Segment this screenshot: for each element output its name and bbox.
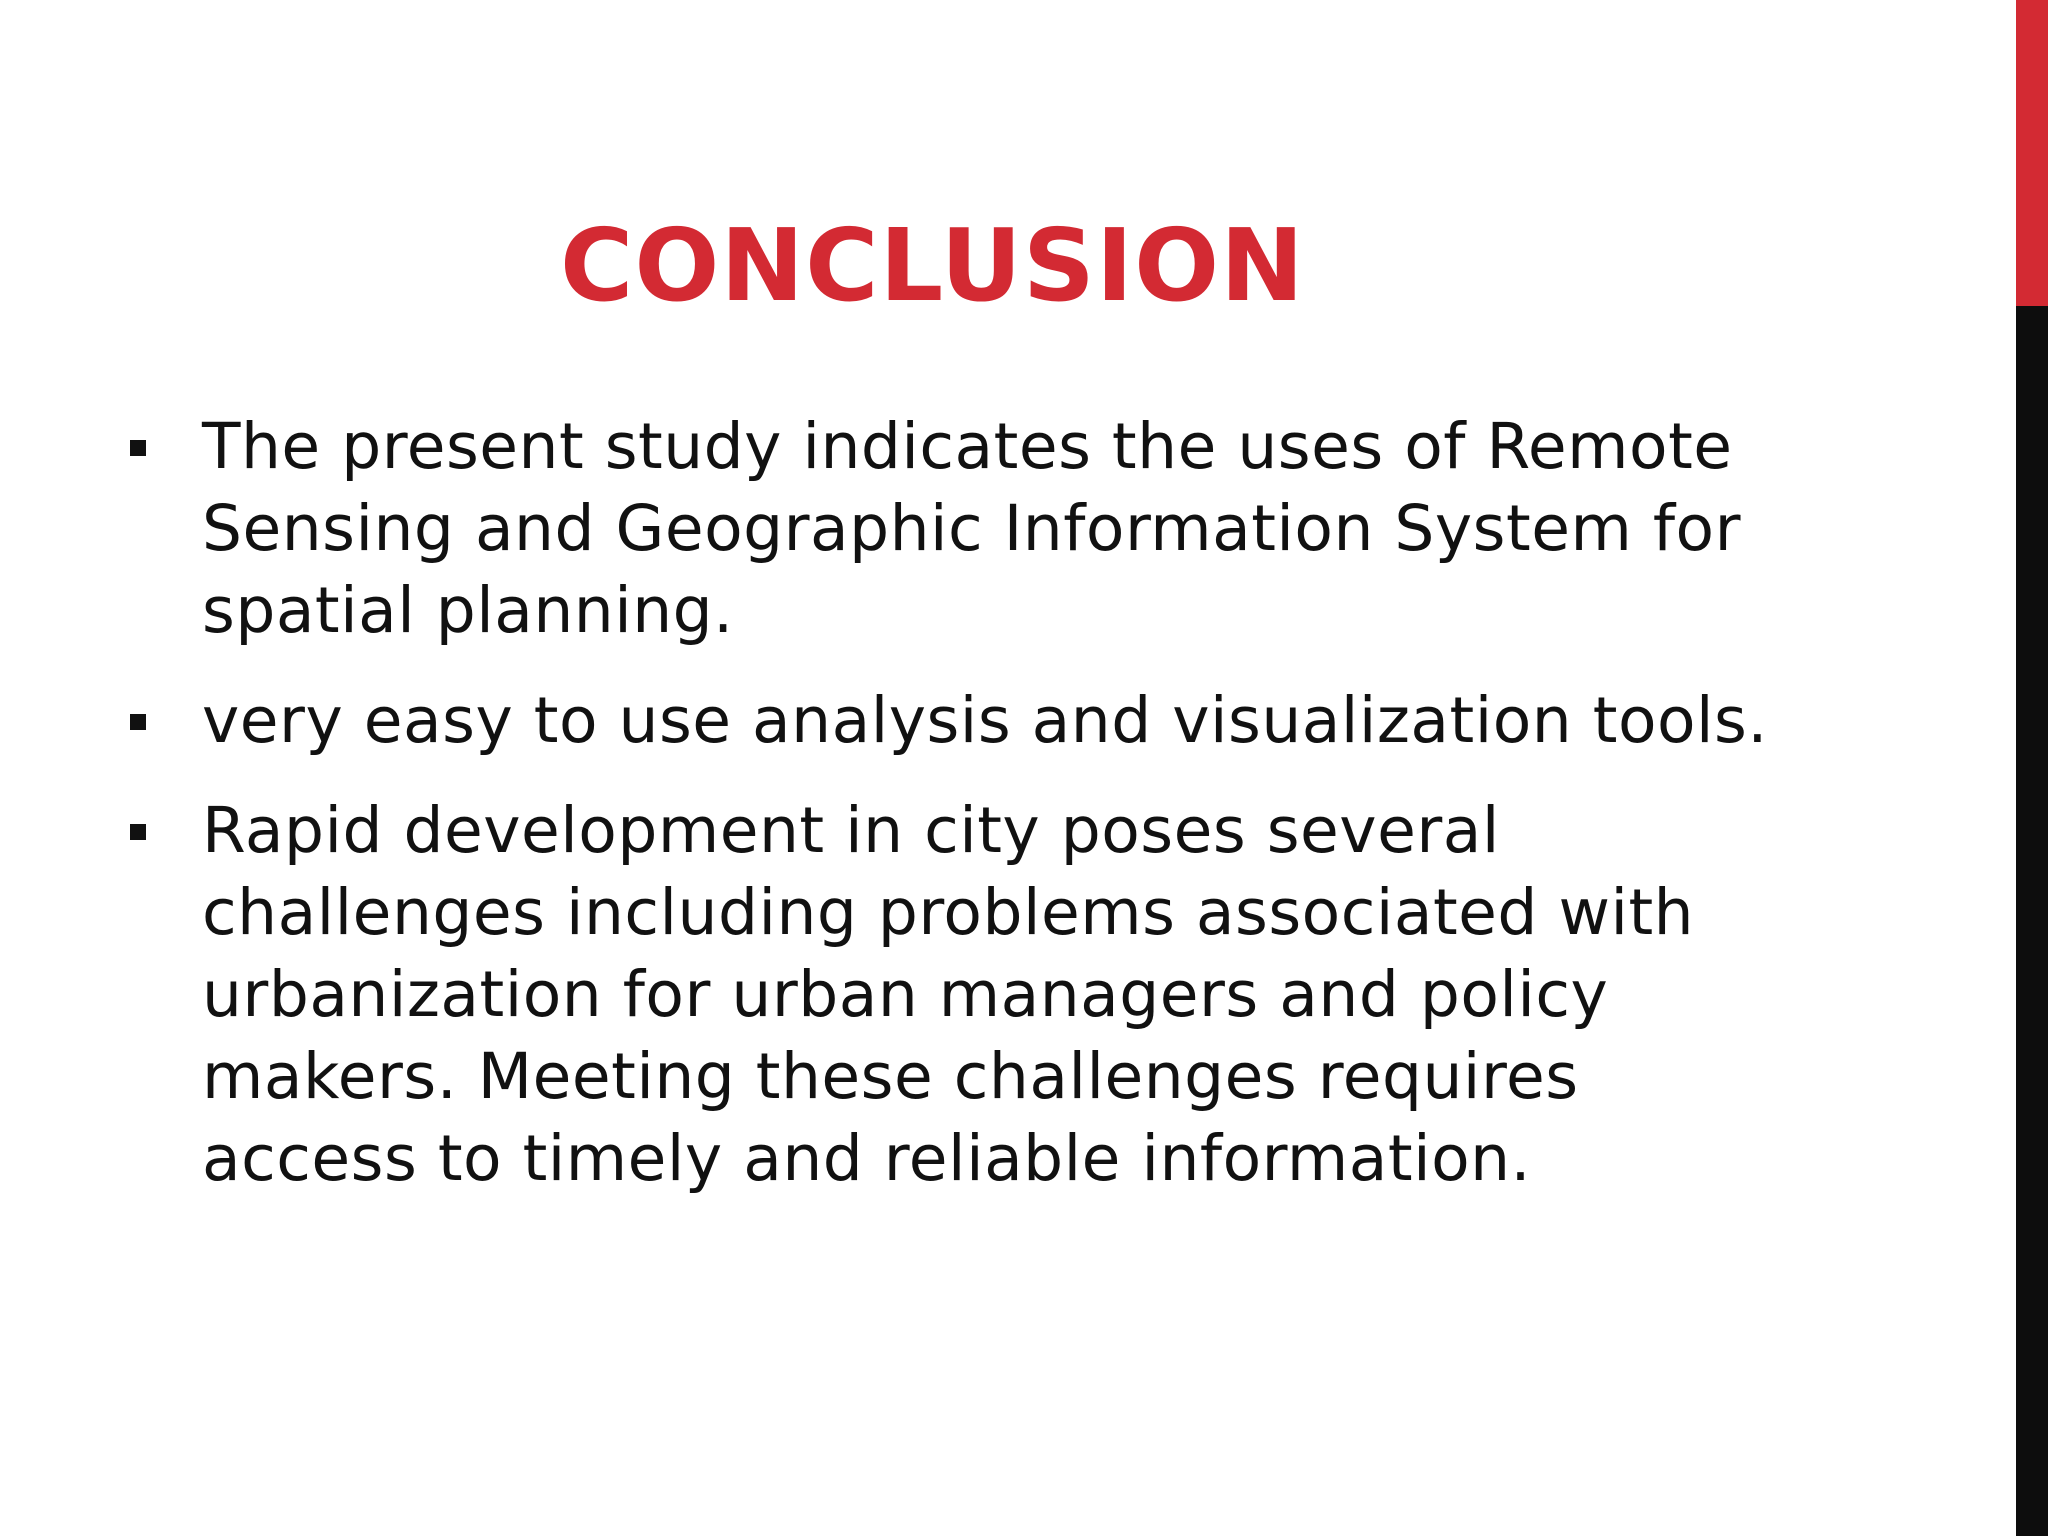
side-accent-bar bbox=[2016, 0, 2048, 1536]
square-bullet-icon bbox=[130, 824, 146, 840]
bullet-1-line-2: Sensing and Geographic Information System for bbox=[202, 492, 1741, 565]
bullet-item-1 bbox=[126, 406, 1926, 652]
bullet-text-2 bbox=[202, 680, 1926, 762]
bullet-text-1 bbox=[202, 406, 1926, 652]
side-accent-bar-red bbox=[2016, 0, 2048, 306]
bullet-3-line-3: urbanization for urban managers and policy bbox=[202, 958, 1609, 1031]
slide-title: CONCLUSION bbox=[560, 207, 1305, 324]
side-accent-bar-black bbox=[2016, 306, 2048, 1536]
bullet-item-2 bbox=[126, 680, 1926, 762]
bullet-list bbox=[126, 406, 1926, 1228]
bullet-item-3 bbox=[126, 790, 1926, 1200]
bullet-3-line-4: makers. Meeting these challenges requires bbox=[202, 1040, 1579, 1113]
bullet-3-line-1: Rapid development in city poses several bbox=[202, 794, 1500, 867]
bullet-1-line-1: The present study indicates the uses of Remote bbox=[202, 410, 1733, 483]
bullet-1-line-3: spatial planning. bbox=[202, 574, 734, 647]
square-bullet-icon bbox=[130, 714, 146, 730]
bullet-2-line-1: very easy to use analysis and visualization tools. bbox=[202, 684, 1768, 757]
square-bullet-icon bbox=[130, 440, 146, 456]
bullet-3-line-2: challenges including problems associated with bbox=[202, 876, 1695, 949]
bullet-text-3 bbox=[202, 790, 1926, 1200]
bullet-3-line-5: access to timely and reliable information. bbox=[202, 1122, 1532, 1195]
